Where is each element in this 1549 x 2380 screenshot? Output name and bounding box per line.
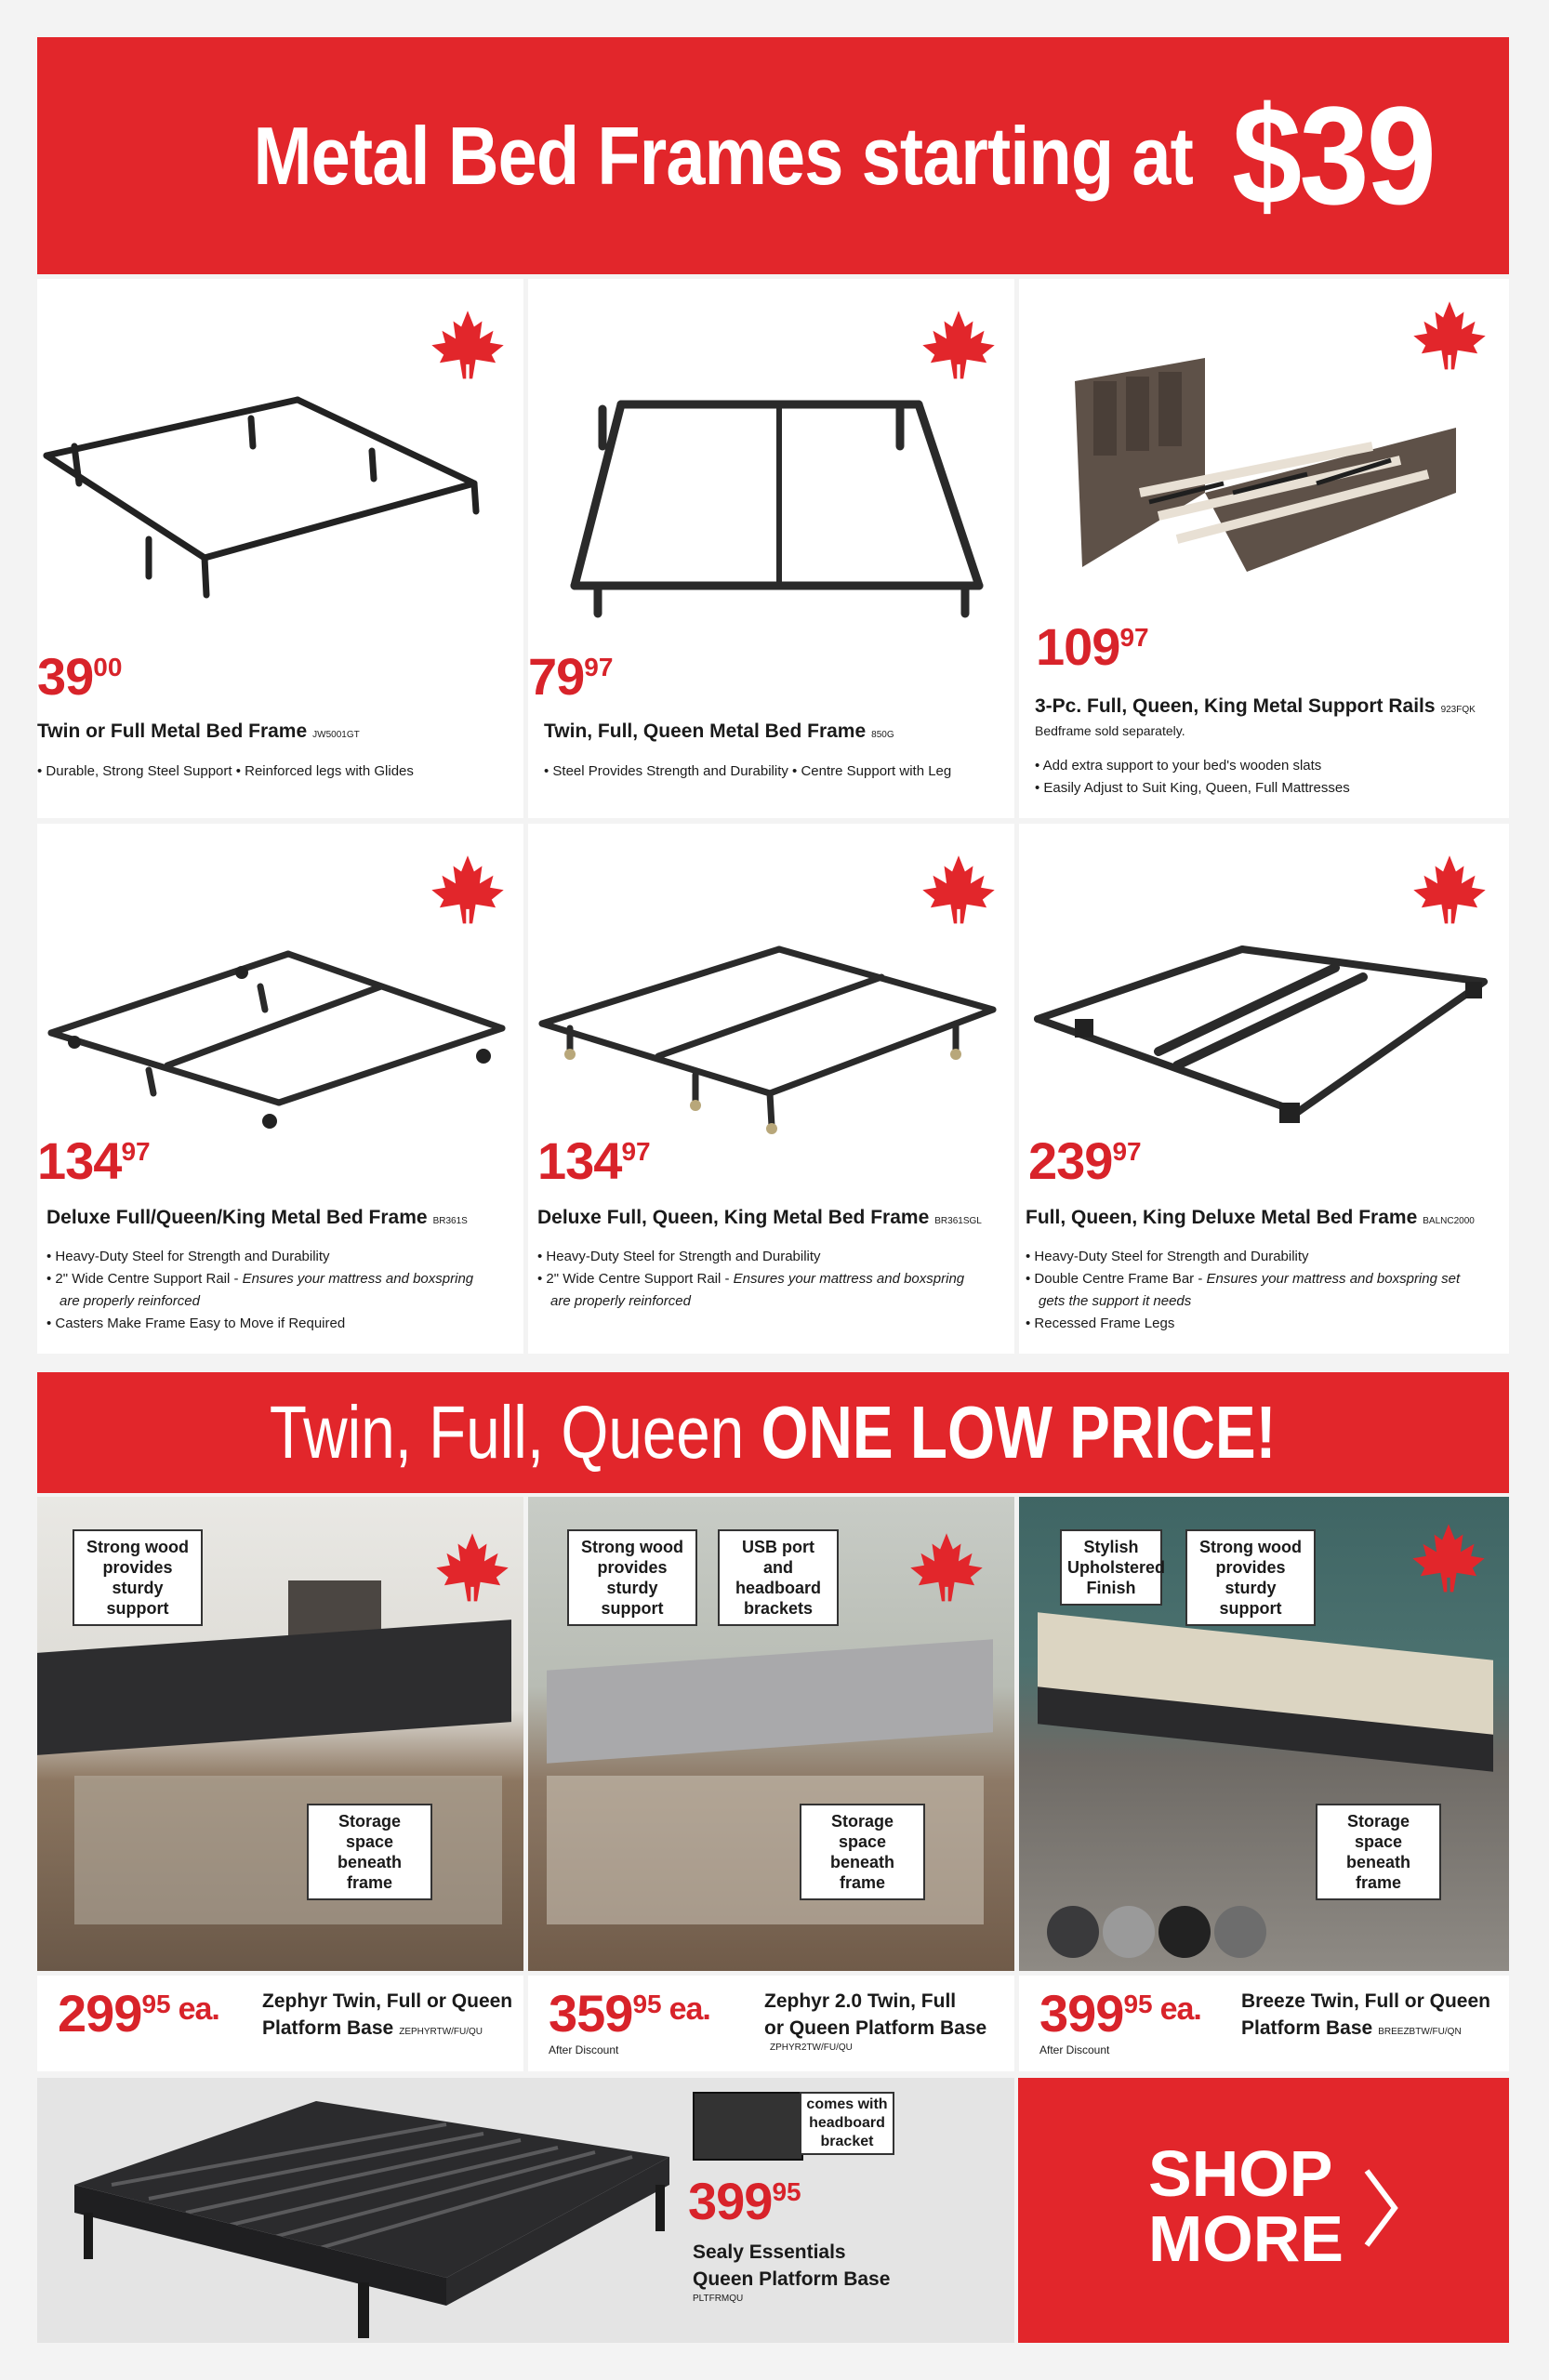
- top-banner-text: Metal Bed Frames starting at: [253, 109, 1194, 202]
- maple-leaf-icon: [907, 1529, 986, 1609]
- chevron-right-icon: [1362, 2166, 1399, 2250]
- headboard-bracket-image: [693, 2092, 803, 2161]
- callout-label: Storage space beneath frame: [307, 1804, 432, 1900]
- maple-leaf-icon: [919, 307, 999, 387]
- product-name: Deluxe Full, Queen, King Metal Bed Frame BR361SGL: [537, 1207, 982, 1228]
- top-banner: [37, 37, 1509, 274]
- callout-label: Stylish Upholstered Finish: [1060, 1529, 1162, 1606]
- bed-frame-image: [37, 926, 523, 1149]
- sealy-platform-image: [56, 2082, 688, 2343]
- product-bullets: • Heavy-Duty Steel for Strength and Durability • 2" Wide Centre Support Rail - Ensures your mattress and boxspring are properly reinforced • Casters Make Frame Easy to Move if Required: [46, 1249, 474, 1331]
- maple-leaf-icon: [428, 307, 508, 387]
- platform-price: $299^{95}$ $^{ea.}$: [58, 1984, 219, 2043]
- product-bullets: • Steel Provides Strength and Durability • Centre Support with Leg: [544, 763, 952, 779]
- platform-name: Zephyr 2.0 Twin, Full or Queen Platform Base ZPHYR2TW/FU/QU: [764, 1990, 987, 2053]
- top-banner-price: $39: [1232, 77, 1435, 233]
- product-name: Full, Queen, King Deluxe Metal Bed Frame BALNC2000: [1026, 1207, 1475, 1228]
- platform-name: Breeze Twin, Full or Queen Platform Base BREEZBTW/FU/QN: [1241, 1990, 1490, 2039]
- maple-leaf-icon: [1409, 1520, 1489, 1600]
- mid-banner-text: Twin, Full, Queen ONE LOW PRICE!: [270, 1391, 1277, 1474]
- callout-label: Storage space beneath frame: [1316, 1804, 1441, 1900]
- product-name: Twin, Full, Queen Metal Bed Frame 850G: [544, 721, 894, 742]
- product-name: Deluxe Full/Queen/King Metal Bed Frame BR361S: [46, 1207, 468, 1228]
- shop-more-button[interactable]: [1018, 2078, 1509, 2343]
- product-price: $134^{97}$: [37, 1131, 151, 1190]
- product-name: 3-Pc. Full, Queen, King Metal Support Rails 923FQK: [1035, 695, 1476, 717]
- product-price: $79^{97}$: [528, 647, 614, 706]
- product-price: $109^{97}$: [1036, 617, 1149, 676]
- product-note: Bedframe sold separately.: [1035, 723, 1185, 738]
- sealy-price: $399^{95}$: [688, 2172, 801, 2230]
- sealy-name: Sealy Essentials Queen Platform Base PLTFRMQU: [693, 2241, 891, 2304]
- maple-leaf-icon: [428, 852, 508, 932]
- platform-name: Zephyr Twin, Full or Queen Platform Base ZEPHYRTW/FU/QU: [262, 1990, 513, 2039]
- product-price: $239^{97}$: [1028, 1131, 1142, 1190]
- shop-more-label: SHOP MORE: [1148, 2137, 1344, 2275]
- product-bullets: • Heavy-Duty Steel for Strength and Durability • 2" Wide Centre Support Rail - Ensures your mattress and boxspring are properly reinforced: [537, 1249, 965, 1309]
- after-discount-note: After Discount: [1039, 2043, 1110, 2056]
- bed-frame-image: [528, 381, 1014, 623]
- mid-banner: [37, 1372, 1509, 1493]
- bed-frame-image: [37, 381, 523, 623]
- callout-label: USB port and headboard brackets: [718, 1529, 839, 1626]
- bed-frame-image: [528, 926, 1014, 1149]
- callout-label: Strong wood provides sturdy support: [73, 1529, 203, 1626]
- product-price: $134^{97}$: [537, 1131, 651, 1190]
- bed-frame-image: [1019, 926, 1509, 1149]
- platform-price: $399^{95}$ $^{ea.}$: [1039, 1984, 1201, 2043]
- callout-label: Strong wood provides sturdy support: [1185, 1529, 1316, 1626]
- product-bullets: • Heavy-Duty Steel for Strength and Durability • Double Centre Frame Bar - Ensures your mattress and boxspring set gets the support it needs • Recessed Frame Legs: [1026, 1249, 1461, 1331]
- product-bullets: • Durable, Strong Steel Support • Reinforced legs with Glides: [37, 763, 414, 779]
- callout-label: Strong wood provides sturdy support: [567, 1529, 697, 1626]
- product-bullets: • Add extra support to your bed's wooden slats • Easily Adjust to Suit King, Queen, Full Mattresses: [1035, 758, 1350, 796]
- after-discount-note: After Discount: [549, 2043, 619, 2056]
- product-name: Twin or Full Metal Bed Frame JW5001GT: [37, 721, 360, 742]
- platform-price: $359^{95}$ $^{ea.}$: [549, 1984, 710, 2043]
- callout-label: comes with headboard bracket: [800, 2092, 894, 2155]
- maple-leaf-icon: [1410, 852, 1489, 932]
- callout-label: Storage space beneath frame: [800, 1804, 925, 1900]
- maple-leaf-icon: [432, 1529, 512, 1609]
- product-price: $39^{00}$: [37, 647, 123, 706]
- maple-leaf-icon: [919, 852, 999, 932]
- bed-with-rails-image: [1019, 353, 1509, 595]
